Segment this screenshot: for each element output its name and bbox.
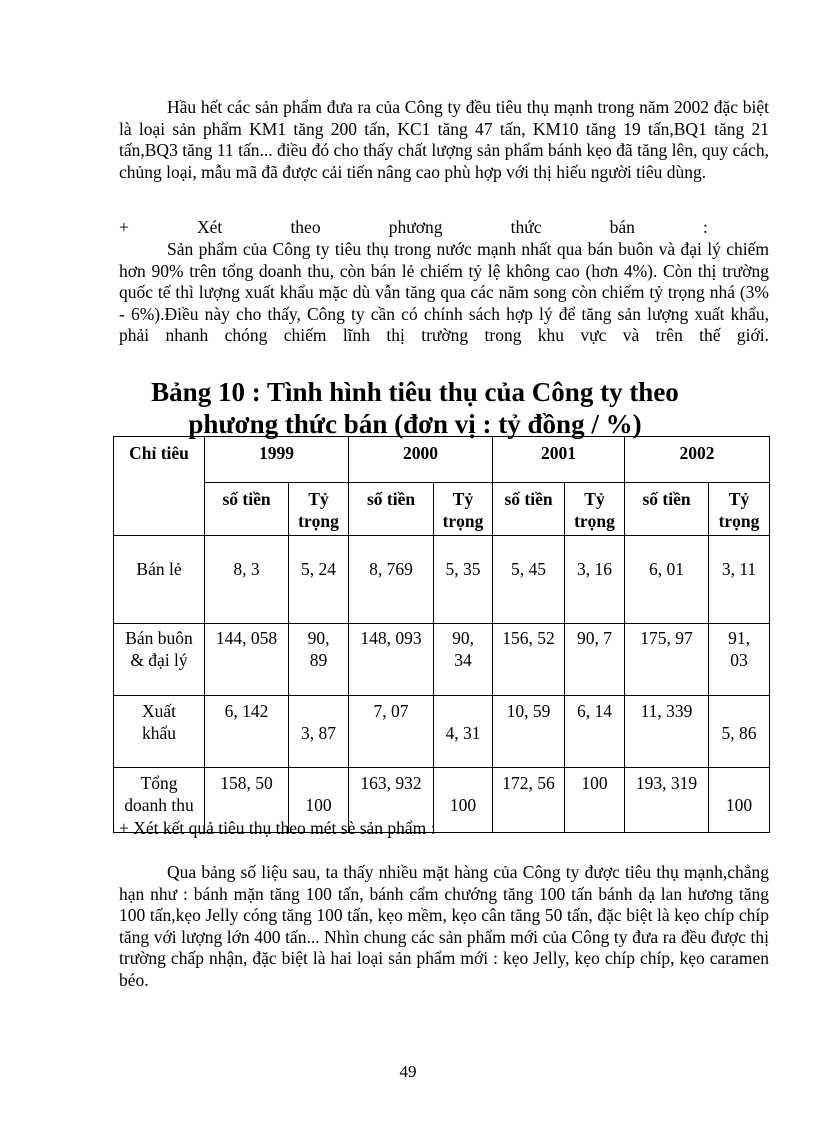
share-cell [289,536,349,624]
paragraph-sales-growth-text: Hầu hết các sản phẩm đưa ra của Công ty đều tiêu thụ mạnh trong năm 2002 đặc biệt là loại sản phẩm KM1 tăng 200 tấn, KC1 tăng 47 tấn, KM10 tăng 19 tấn,BQ1 tăng 21 tấn,BQ3 tăng 11 tấn... điều đó cho thấy chất lượng sản phẩm bánh kẹo đã tăng lên, quy cách, chủng loại, mẫu mã đã được cải tiến nâng cao phù hợp với thị hiếu người tiêu dùng. [119,97,769,182]
share-cell-line [436,700,490,722]
amount-cell-line: 6, 142 [224,701,269,721]
header-share-line2: trọng [298,511,339,531]
row-label-line: Bán buôn [125,628,193,648]
table-row [114,624,770,696]
header-amount: số tiền [625,483,709,536]
paragraph-sales-growth [119,97,769,183]
share-cell-line: 100 [725,795,753,815]
header-amount: số tiền [493,483,565,536]
share-cell [289,696,349,768]
amount-cell [205,696,289,768]
share-cell-line: 5, 35 [445,559,481,579]
amount-cell [349,624,434,696]
amount-cell [205,536,289,624]
heading-word: theo [290,217,321,237]
heading-word: thức [510,217,542,237]
amount-cell [205,624,289,696]
heading-word: Xét [197,217,223,237]
share-cell-line: 03 [730,650,748,670]
paragraph-product-results-text: Qua bảng số liệu sau, ta thấy nhiều mặt hàng của Công ty được tiêu thụ mạnh,chẳng hạn như : bánh mặn tăng 100 tấn, bánh cẩm chướng tăng 100 tấn bánh dạ lan hương tăng 100 tấn,kẹo Jelly cóng tăng 100 tấn, kẹo mềm, kẹo cân tăng 50 tấn, đặc biệt là kẹo chíp chíp tăng với lượng lớn 400 tấn... Nhìn chung các sản phẩm mới của Công ty đưa ra đều được thị trường chấp nhận, đặc biệt là hai loại sản phẩm mới : kẹo Jelly, kẹo chíp chíp, kẹo caramen béo. [119,862,769,990]
amount-cell [349,536,434,624]
row-label-line: Xuất [141,701,177,721]
heading-word: : [703,217,708,237]
amount-cell-line: 5, 45 [511,559,546,579]
header-year-2000: 2000 [349,437,493,483]
amount-cell [625,696,709,768]
table-title-line1: Bảng 10 : Tình hình tiêu thụ của Công ty theo [151,377,679,407]
share-cell-line: 5, 24 [301,559,336,579]
share-cell [709,536,770,624]
share-cell-line: 3, 87 [301,723,336,743]
amount-cell [625,624,709,696]
share-cell-line: 6, 14 [577,701,612,721]
share-cell-line: 89 [309,650,328,670]
amount-cell [349,696,434,768]
table-body [114,536,770,833]
header-share-line1: Tỷ [584,489,605,509]
amount-cell [625,536,709,624]
amount-cell-line: 6, 01 [649,559,684,579]
header-share-line2: trọng [574,511,615,531]
amount-cell-line: 11, 339 [640,701,693,721]
header-amount: số tiền [205,483,289,536]
amount-cell [493,536,565,624]
share-cell-line: 91, [728,628,750,648]
row-label-line: Bán lẻ [136,559,182,579]
row-label-line: & đại lý [130,650,188,670]
paragraph-domestic-sales [119,239,769,347]
table-row [114,696,770,768]
share-cell-line: 3, 16 [577,559,612,579]
amount-cell-line: 158, 50 [220,773,273,793]
heading-word: bán [609,217,635,237]
header-share [434,483,493,536]
amount-cell-line: 172, 56 [502,773,555,793]
share-cell [434,696,493,768]
header-indicator-label: Chỉ tiêu [129,443,189,463]
header-amount: số tiền [349,483,434,536]
header-share [289,483,349,536]
share-cell-line: 100 [581,773,608,793]
header-share-line1: Tỷ [308,489,329,509]
amount-cell [493,696,565,768]
amount-cell-line: 8, 769 [369,559,413,579]
amount-cell-line: 175, 97 [640,628,693,648]
header-share [709,483,770,536]
header-year-1999: 1999 [205,437,349,483]
header-indicator [114,437,205,536]
page-number: 49 [399,1062,417,1081]
amount-cell-line: 163, 932 [360,773,422,793]
share-cell-line: 100 [305,795,332,815]
table-title-line2: phương thức bán (đơn vị : tỷ đồng / %) [188,409,642,439]
share-cell-line [711,700,767,722]
share-cell-line: 5, 86 [721,723,757,743]
share-cell-line [291,772,346,794]
bullet-plus: + [119,217,129,237]
amount-cell-line: 193, 319 [635,773,698,793]
share-cell-line: 100 [449,795,477,815]
row-label [114,696,205,768]
amount-cell-line: 7, 07 [373,701,409,721]
paragraph-product-results [119,862,769,992]
share-cell-line: 4, 31 [445,723,481,743]
share-cell-line: 34 [454,650,472,670]
share-cell [565,536,625,624]
row-label-line: doanh thu [124,795,194,815]
table-row [114,536,770,624]
share-cell [709,696,770,768]
amount-cell-line: 156, 52 [502,628,555,648]
section-heading-sales-method [119,217,708,239]
header-share-line1: Tỷ [728,489,750,509]
amount-cell [493,624,565,696]
share-cell-line: 90, 7 [577,628,612,648]
header-share [565,483,625,536]
header-share-line2: trọng [442,511,484,531]
row-label-line: Tổng [140,773,178,793]
share-cell-line: 90, [452,628,474,648]
header-share-line1: Tỷ [452,489,474,509]
heading-word: phương [388,217,443,237]
amount-cell-line: 144, 058 [215,628,278,648]
paragraph-domestic-sales-text: Sản phẩm của Công ty tiêu thụ trong nước mạnh nhất qua bán buôn và đại lý chiếm hơn 90% trên tổng doanh thu, còn bán lẻ chiếm tỷ lệ không cao (hơn 4%). Còn thị trường quốc tế thì lượng xuất khẩu mặc dù vẫn tăng qua các năm song còn chiếm tỷ trọng nhá (3% - 6%).Điều này cho thấy, Công ty cần có chính sách hợp lý để tăng sản lượng xuất khẩu, phải nhanh chóng chiếm lĩnh thị trường trong khu vực và trên thế giới. [119,239,769,346]
share-cell [289,624,349,696]
row-label-line: khẩu [141,723,177,743]
amount-cell-line: 10, 59 [506,701,551,721]
share-cell-line: 3, 11 [721,559,757,579]
share-cell [565,624,625,696]
sales-method-table [113,436,770,833]
amount-cell-line: 148, 093 [360,628,422,648]
share-cell-line [711,772,767,794]
row-label [114,624,205,696]
header-year-2001: 2001 [493,437,625,483]
share-cell [709,624,770,696]
share-cell [434,536,493,624]
header-year-2002: 2002 [625,437,770,483]
paragraph-product-heading: + Xét kết quả tiêu thụ theo mét sè sản phẩm : [119,818,436,838]
row-label [114,536,205,624]
share-cell-line [436,772,490,794]
header-share-line2: trọng [718,511,760,531]
share-cell [565,696,625,768]
amount-cell-line: 8, 3 [233,559,260,579]
share-cell-line: 90, [307,628,330,648]
share-cell-line [291,700,346,722]
share-cell [434,624,493,696]
